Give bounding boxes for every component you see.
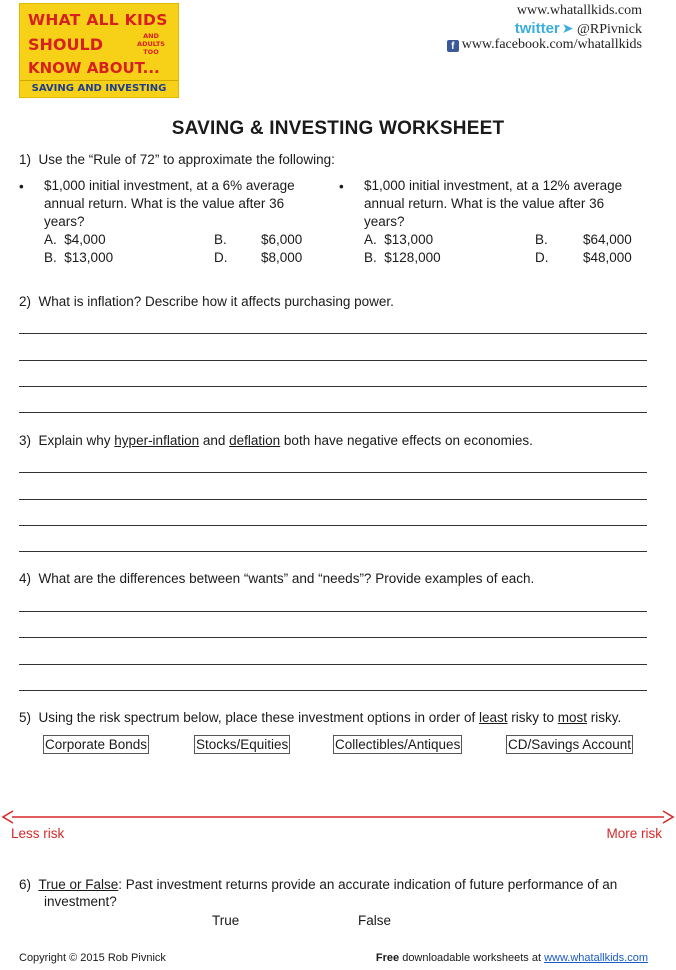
q1-left-option-b-value[interactable]: $6,000 [261,232,303,247]
answer-line[interactable] [19,525,647,526]
question-5-prompt: 5) Using the risk spectrum below, place these investment options in order of least risky to most risky. [19,710,622,725]
q1-right-option-d-value[interactable]: $48,000 [583,250,632,265]
answer-line[interactable] [19,551,647,552]
q1-left-option-b-letter[interactable]: B. [214,232,227,247]
option-stocks-equities[interactable]: Stocks/Equities [196,737,289,752]
page-title: SAVING & INVESTING WORKSHEET [171,118,505,139]
q1-right-line-1: $1,000 initial investment, at a 12% average [364,178,623,193]
option-corporate-bonds[interactable]: Corporate Bonds [45,737,148,752]
option-cd-savings-account[interactable]: CD/Savings Account [508,737,632,752]
copyright: Copyright © 2015 Rob Pivnick [19,952,166,964]
q1-left-line-2: annual return. What is the value after 36 [44,196,285,211]
answer-line[interactable] [19,360,647,361]
false-option[interactable]: False [358,913,392,928]
answer-line[interactable] [19,412,647,413]
q1-left-option-d-value[interactable]: $8,000 [261,250,303,265]
answer-line[interactable] [19,499,647,500]
twitter-handle[interactable]: twitter ➤ @RPivnick [514,20,642,37]
q1-right-option-b-letter[interactable]: B. [535,232,548,247]
less-risk-label: Less risk [11,826,65,841]
answer-line[interactable] [19,386,647,387]
option-collectibles-antiques[interactable]: Collectibles/Antiques [335,737,461,752]
answer-line[interactable] [19,472,647,473]
logo-line-2: SHOULD [28,35,103,54]
q1-right-option-c[interactable]: B. $128,000 [364,250,441,265]
logo-line-3: KNOW ABOUT... [28,59,160,77]
question-1-prompt: 1) Use the “Rule of 72” to approximate the following: [19,152,335,167]
question-3-prompt: 3) Explain why hyper-inflation and deflation both have negative effects on economies. [19,433,533,448]
answer-line[interactable] [19,690,647,691]
more-risk-label: More risk [606,826,662,841]
answer-line[interactable] [19,333,647,334]
bullet: • [339,179,344,194]
website-link[interactable]: www.whatallkids.com [516,3,642,18]
bullet: • [19,179,24,194]
q1-right-option-a[interactable]: A. $13,000 [364,232,434,247]
facebook-icon: f [447,40,459,52]
risk-spectrum-arrow [0,808,676,826]
q1-right-line-3: years? [364,214,405,229]
q1-left-option-a[interactable]: A. $4,000 [44,232,106,247]
q1-right-option-b-value[interactable]: $64,000 [583,232,632,247]
facebook-link[interactable]: f www.facebook.com/whatallkids [447,37,642,53]
q1-left-option-c[interactable]: B. $13,000 [44,250,114,265]
answer-line[interactable] [19,637,647,638]
question-6-prompt-cont: investment? [44,894,117,909]
logo-subtitle: SAVING AND INVESTING [20,80,178,94]
q1-left-line-3: years? [44,214,85,229]
q1-right-option-d-letter[interactable]: D. [535,250,549,265]
true-option[interactable]: True [212,913,240,928]
answer-line[interactable] [19,611,647,612]
logo-line-1: WHAT ALL KIDS [28,11,168,29]
q1-right-line-2: annual return. What is the value after 36 [364,196,605,211]
q1-left-line-1: $1,000 initial investment, at a 6% average [44,178,295,193]
footer-note: Free downloadable worksheets at www.whatallkids.com [375,952,648,964]
question-2-prompt: 2) What is inflation? Describe how it affects purchasing power. [19,294,394,309]
q1-left-option-d-letter[interactable]: D. [214,250,228,265]
logo-small-text: AND ADULTS TOO [137,32,165,56]
footer-link[interactable]: www.whatallkids.com [544,952,648,964]
answer-line[interactable] [19,664,647,665]
twitter-icon: twitter [514,20,560,37]
question-6-prompt: 6) True or False: Past investment returns provide an accurate indication of future performance of an [19,877,618,892]
logo [19,3,179,98]
question-4-prompt: 4) What are the differences between “wants” and “needs”? Provide examples of each. [19,571,535,586]
